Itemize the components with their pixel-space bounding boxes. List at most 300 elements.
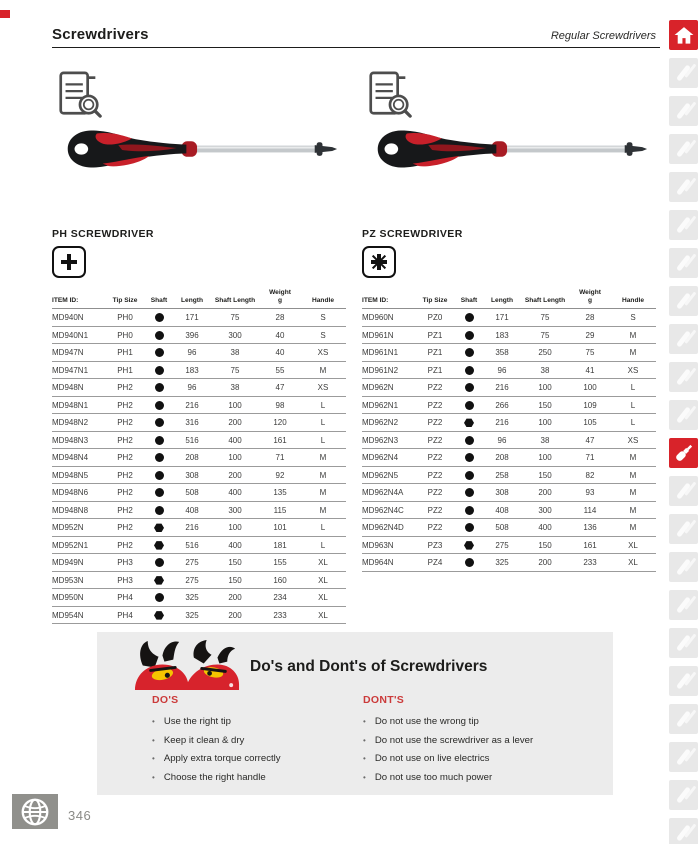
table-cell: 150 [520,536,570,554]
tool-icon [676,748,691,765]
table-cell: MD962N4A [362,484,416,502]
dos-column [152,694,367,787]
table-cell: XL [610,536,656,554]
shaft-round-icon [155,558,164,567]
sidebar-tile-tool[interactable] [669,96,698,126]
tool-icon [676,482,691,499]
sidebar-tile-tool[interactable] [669,324,698,354]
shaft-round-icon [465,313,474,322]
shaft-round-icon [465,401,474,410]
table-cell: MD948N [52,379,106,397]
table-cell: L [300,431,346,449]
shaft-cell [454,326,484,344]
table-cell: 400 [210,484,260,502]
dos-label: DO'S [152,694,179,706]
table-cell: 161 [570,536,610,554]
table-row [52,466,346,484]
tool-icon [676,178,691,195]
table-cell: MD963N [362,536,416,554]
shaft-cell [144,606,174,624]
tool-icon [676,558,691,575]
table-cell: MD962N4C [362,501,416,519]
shaft-round-icon [155,331,164,340]
table-cell: 216 [484,414,520,432]
table-cell: L [300,414,346,432]
bullet-icon: • [363,717,366,726]
shaft-round-icon [465,383,474,392]
header-divider [52,47,660,48]
table-cell: MD962N4 [362,449,416,467]
table-row [52,414,346,432]
phillips-tip-icon [52,246,86,278]
table-cell: PZ2 [416,414,454,432]
table-cell: 105 [570,414,610,432]
col-length: Length [174,288,210,309]
table-cell: 98 [260,396,300,414]
shaft-round-icon [465,348,474,357]
table-cell: 38 [210,379,260,397]
table-cell: L [610,379,656,397]
table-cell: 275 [174,554,210,572]
table-cell: MD947N [52,344,106,362]
shaft-cell [454,484,484,502]
table-cell: MD953N [52,571,106,589]
shaft-cell [454,414,484,432]
table-cell: 38 [210,344,260,362]
datasheet-zoom-icon[interactable] [54,68,104,125]
table-cell: MD962N4D [362,519,416,537]
table-cell: 100 [570,379,610,397]
table-cell: 47 [260,379,300,397]
table-cell: PZ4 [416,554,454,572]
table-cell: PZ0 [416,309,454,327]
table-cell: 28 [260,309,300,327]
table-cell: L [300,519,346,537]
dos-list [152,713,367,787]
tool-icon [676,710,691,727]
table-row [52,379,346,397]
col-weight: Weight g [260,288,300,309]
table-cell: 150 [520,396,570,414]
sidebar-tile-tool[interactable] [669,248,698,278]
shaft-cell [144,571,174,589]
table-cell: M [610,466,656,484]
table-cell: 233 [570,554,610,572]
table-cell: PZ2 [416,431,454,449]
table-cell: MD940N1 [52,326,106,344]
tool-icon [676,330,691,347]
tool-icon [676,368,691,385]
sidebar-tile-tool[interactable] [669,780,698,810]
table-cell: PH4 [106,589,144,607]
tool-icon [676,216,691,233]
tool-icon [676,672,691,689]
table-cell: M [300,484,346,502]
shaft-cell [144,344,174,362]
datasheet-zoom-icon[interactable] [364,68,414,125]
shaft-cell [144,396,174,414]
table-cell: 308 [174,466,210,484]
table-cell: PH2 [106,379,144,397]
table-row [362,484,656,502]
shaft-hex-icon [154,523,164,532]
shaft-cell [144,484,174,502]
shaft-round-icon [465,366,474,375]
sidebar-tile-tool[interactable] [669,400,698,430]
table-row [362,554,656,572]
table-cell: 100 [210,519,260,537]
table-cell: 161 [260,431,300,449]
sidebar-tile-tool[interactable] [669,134,698,164]
shaft-hex-icon [464,541,474,550]
shaft-cell [144,326,174,344]
table-cell: S [610,309,656,327]
table-cell: PZ2 [416,466,454,484]
table-cell: 408 [484,501,520,519]
sidebar-tile-tool[interactable] [669,58,698,88]
shaft-cell [144,379,174,397]
table-cell: L [300,396,346,414]
table-cell: XS [610,361,656,379]
table-cell: 508 [174,484,210,502]
col-shaft-length: Shaft Length [520,288,570,309]
table-cell: 200 [210,589,260,607]
table-row [362,536,656,554]
bullet-icon: • [363,772,366,782]
tip-item: • Do not use too much power [363,769,578,788]
col-item-id: ITEM ID: [362,288,416,309]
bullet-icon: • [152,717,155,726]
tool-icon [676,824,691,841]
table-cell: 75 [520,326,570,344]
table-cell: MD940N [52,309,106,327]
shaft-round-icon [465,453,474,462]
shaft-cell [144,449,174,467]
tool-icon [676,102,691,119]
table-cell: 150 [210,571,260,589]
table-cell: 400 [520,519,570,537]
table-cell: XL [300,606,346,624]
table-cell: PZ2 [416,501,454,519]
shaft-hex-icon [154,576,164,585]
table-cell: MD948N5 [52,466,106,484]
table-cell: MD952N [52,519,106,537]
sidebar-tile-tool[interactable] [669,818,698,844]
table-cell: 29 [570,326,610,344]
tool-icon [676,634,691,651]
table-cell: 75 [570,344,610,362]
table-cell: 216 [484,379,520,397]
table-header-row [52,288,346,309]
tool-icon [676,140,691,157]
table-row [52,536,346,554]
table-cell: 47 [570,431,610,449]
table-cell: PH0 [106,326,144,344]
table-cell: XL [610,554,656,572]
table-cell: S [300,326,346,344]
table-cell: 96 [484,431,520,449]
col-tip-size: Tip Size [106,288,144,309]
sidebar-tile-tool[interactable] [669,742,698,772]
sidebar-tile-tool[interactable] [669,704,698,734]
table-cell: 109 [570,396,610,414]
table-cell: 516 [174,536,210,554]
table-cell: MD948N2 [52,414,106,432]
table-cell: 396 [174,326,210,344]
shaft-hex-icon [464,418,474,427]
table-cell: XS [300,344,346,362]
sidebar-tile-home[interactable] [669,20,698,50]
table-cell: 71 [570,449,610,467]
table-cell: MD947N1 [52,361,106,379]
shaft-cell [144,501,174,519]
bullet-icon: • [152,735,155,745]
col-handle: Handle [610,288,656,309]
table-cell: 38 [520,431,570,449]
table-cell: 135 [260,484,300,502]
table-row [362,449,656,467]
table-cell: 183 [174,361,210,379]
table-cell: 200 [210,606,260,624]
table-cell: 200 [520,554,570,572]
table-row [362,361,656,379]
table-cell: 234 [260,589,300,607]
table-row [362,431,656,449]
table-cell: MD954N [52,606,106,624]
sidebar-tile-tool[interactable] [669,666,698,696]
bullet-icon: • [363,754,366,763]
table-cell: 233 [260,606,300,624]
shaft-round-icon [465,331,474,340]
table-cell: 316 [174,414,210,432]
tool-icon [676,786,691,803]
table-cell: PH4 [106,606,144,624]
shaft-cell [454,501,484,519]
table-row [52,396,346,414]
table-cell: 266 [484,396,520,414]
shaft-cell [144,414,174,432]
shaft-round-icon [465,523,474,532]
table-row [362,326,656,344]
table-cell: 160 [260,571,300,589]
table-cell: 71 [260,449,300,467]
table-row [52,344,346,362]
donts-label: DONT'S [363,694,405,706]
table-cell: 100 [520,449,570,467]
table-cell: M [300,466,346,484]
table-cell: 208 [484,449,520,467]
shaft-cell [144,309,174,327]
table-cell: 508 [484,519,520,537]
tool-icon [676,596,691,613]
table-cell: MD961N [362,326,416,344]
table-row [362,414,656,432]
col-tip-size: Tip Size [416,288,454,309]
tip-item: • Do not use the screwdriver as a lever [363,732,578,751]
table-row [52,431,346,449]
table-cell: PZ2 [416,519,454,537]
table-cell: MD950N [52,589,106,607]
table-cell: MD948N6 [52,484,106,502]
table-cell: PZ2 [416,396,454,414]
shaft-cell [454,396,484,414]
table-cell: 300 [520,501,570,519]
table-header-row [362,288,656,309]
table-cell: 171 [174,309,210,327]
table-row [362,309,656,327]
col-handle: Handle [300,288,346,309]
shaft-cell [454,379,484,397]
shaft-cell [144,554,174,572]
product-title-pz: PZ SCREWDRIVER [362,228,463,240]
table-cell: PZ2 [416,449,454,467]
shaft-hex-icon [154,541,164,550]
shaft-round-icon [465,436,474,445]
table-cell: MD948N4 [52,449,106,467]
table-row [52,449,346,467]
page-title: Screwdrivers [52,26,149,43]
shaft-cell [454,519,484,537]
table-cell: M [300,361,346,379]
table-cell: 93 [570,484,610,502]
table-cell: PZ1 [416,326,454,344]
table-cell: M [610,501,656,519]
table-cell: 40 [260,344,300,362]
table-cell: PZ2 [416,379,454,397]
table-row [362,501,656,519]
shaft-cell [454,361,484,379]
devil-mascot-icon [133,638,241,697]
sidebar-tile-tool[interactable] [669,210,698,240]
col-length: Length [484,288,520,309]
table-cell: 75 [210,361,260,379]
table-row [362,466,656,484]
table-cell: 258 [484,466,520,484]
table-cell: 41 [570,361,610,379]
table-cell: XS [610,431,656,449]
table-cell: 38 [520,361,570,379]
tool-icon [676,254,691,271]
tool-icon [676,406,691,423]
shaft-round-icon [155,471,164,480]
sidebar-tile-screwdriver[interactable] [669,438,698,468]
table-cell: 40 [260,326,300,344]
shaft-cell [144,361,174,379]
table-cell: L [610,414,656,432]
shaft-cell [454,466,484,484]
table-cell: 114 [570,501,610,519]
table-cell: 171 [484,309,520,327]
table-cell: PH2 [106,414,144,432]
table-cell: PZ1 [416,344,454,362]
shaft-cell [144,536,174,554]
table-cell: PH2 [106,536,144,554]
table-cell: XL [300,589,346,607]
table-cell: PH1 [106,361,144,379]
sidebar-tile-tool[interactable] [669,362,698,392]
table-cell: PH3 [106,571,144,589]
table-cell: MD961N1 [362,344,416,362]
table-cell: L [300,536,346,554]
table-cell: 100 [210,396,260,414]
tip-item: • Apply extra torque correctly [152,750,367,769]
table-row [52,589,346,607]
table-cell: S [300,309,346,327]
sidebar-tile-tool[interactable] [669,628,698,658]
table-cell: MD949N [52,554,106,572]
table-cell: 200 [520,484,570,502]
table-cell: MD962N5 [362,466,416,484]
pozidriv-tip-icon [362,246,396,278]
table-cell: M [610,449,656,467]
product-title-ph: PH SCREWDRIVER [52,228,154,240]
table-row [52,571,346,589]
table-row [362,519,656,537]
sidebar-tile-tool[interactable] [669,286,698,316]
table-cell: PH3 [106,554,144,572]
col-shaft: Shaft [144,288,174,309]
ph-spec-table [52,288,346,624]
table-cell: 100 [210,449,260,467]
table-cell: 55 [260,361,300,379]
table-cell: 400 [210,431,260,449]
table-cell: PZ2 [416,484,454,502]
table-cell: 155 [260,554,300,572]
table-cell: MD962N2 [362,414,416,432]
table-cell: 150 [520,466,570,484]
globe-button[interactable] [12,794,58,829]
pz-spec-table [362,288,656,572]
table-cell: MD962N1 [362,396,416,414]
sidebar-tile-tool[interactable] [669,552,698,582]
table-cell: 200 [210,414,260,432]
shaft-round-icon [155,436,164,445]
shaft-round-icon [155,348,164,357]
table-cell: 75 [210,309,260,327]
table-row [52,309,346,327]
table-cell: 101 [260,519,300,537]
table-cell: 250 [520,344,570,362]
table-cell: PH2 [106,466,144,484]
col-weight: Weight g [570,288,610,309]
tool-icon [676,292,691,309]
shaft-round-icon [155,313,164,322]
sidebar-tile-tool[interactable] [669,172,698,202]
shaft-round-icon [155,593,164,602]
shaft-round-icon [155,453,164,462]
table-cell: 275 [174,571,210,589]
sidebar-tile-tool[interactable] [669,590,698,620]
tips-title: Do's and Dont's of Screwdrivers [250,658,488,675]
shaft-cell [454,344,484,362]
tip-item: • Do not use on live electrics [363,750,578,769]
sidebar-tile-tool[interactable] [669,514,698,544]
shaft-hex-icon [154,611,164,620]
table-cell: PZ1 [416,361,454,379]
shaft-round-icon [155,383,164,392]
bullet-icon: • [152,754,155,763]
table-row [362,396,656,414]
table-row [52,554,346,572]
category-sidebar [669,20,700,844]
col-shaft: Shaft [454,288,484,309]
table-cell: PH0 [106,309,144,327]
shaft-round-icon [465,506,474,515]
table-row [52,326,346,344]
shaft-cell [144,519,174,537]
sidebar-tile-tool[interactable] [669,476,698,506]
shaft-round-icon [155,401,164,410]
